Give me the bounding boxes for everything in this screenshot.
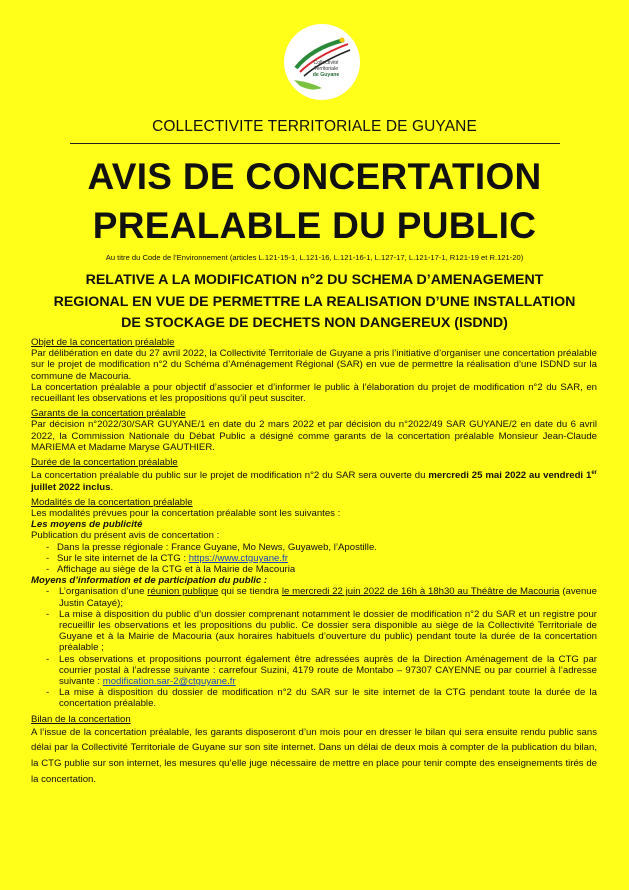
publicite-item-presse: - Dans la presse régionale : France Guyane, Mo News, Guyaweb, l’Apostille. bbox=[31, 542, 597, 553]
information-item-dossier: - La mise à disposition du public d’un dossier comprenant notamment le dossier de modification n°2 du SAR et un registre pour recueillir les observations et les propositions du public. Ce dossier sera disponible au siège de la Collectivité Territoriale de Guyane et à la Mairie de Macouria (aux horaires habituels d’ouverture du public) pendant toute la durée de la concertation préalable ; bbox=[31, 609, 597, 654]
reunion-text-a: L’organisation d’une bbox=[59, 586, 148, 598]
reunion-text-c: (avenue Justin Catayé); bbox=[59, 586, 597, 609]
email-link[interactable]: modification.sar-2@ctguyane.fr bbox=[102, 676, 236, 688]
ctg-logo bbox=[282, 22, 362, 102]
modalites-intro: Les modalités prévues pour la concertation préalable sont les suivantes : bbox=[31, 508, 341, 520]
duree-text-end: . bbox=[110, 481, 114, 493]
subtitle-line-2: REGIONAL EN VUE DE PERMETTRE LA REALISATION D’UNE INSTALLATION bbox=[53, 293, 576, 310]
information-heading: Moyens d’information et de participation du public : bbox=[31, 575, 268, 587]
bilan-paragraph: A l’issue de la concertation préalable, les garants disposeront d’un mois pour en dresser le bilan qui sera ensuite rendu public sans délai par la Collectivité Territoriale de Guyane sur son site internet. Dans un délai de deux mois à compter de la publication du bilan, la CTG publie sur son internet, les mesures qu’elle juge nécessaire de mettre en place pour tenir compte des enseignements tirés de la concertation. bbox=[31, 726, 597, 785]
publicite-item-site bbox=[31, 553, 597, 564]
subtitle bbox=[30, 270, 599, 335]
organization-name: COLLECTIVITE TERRITORIALE DE GUYANE bbox=[152, 118, 477, 135]
duree-date-end: juillet 2022 inclus bbox=[31, 481, 111, 493]
subtitle-line-1: RELATIVE A LA MODIFICATION n°2 DU SCHEMA D’AMENAGEMENT bbox=[85, 272, 544, 288]
bilan-heading: Bilan de la concertation bbox=[31, 713, 131, 725]
objet-paragraph-1: Par délibération en date du 27 avril 2022, la Collectivité Territoriale de Guyane a pris l’initiative d’organiser une concertation préalable sur le projet de modification n°2 du Schéma d’Aménagement Régional (SAR) en vue de permettre la réalisation d’une ISDND sur la commune de Macouria. bbox=[31, 348, 597, 382]
duree-heading: Durée de la concertation préalable bbox=[31, 457, 178, 469]
ctg-logo-graphic bbox=[282, 22, 362, 102]
notice-body bbox=[31, 337, 597, 787]
modalites-heading: Modalités de la concertation préalable bbox=[31, 496, 193, 508]
reunion-text-b: qui se tiendra bbox=[218, 586, 282, 598]
duree-paragraph bbox=[31, 468, 597, 493]
title-line-1: AVIS DE CONCERTATION bbox=[87, 156, 542, 197]
reunion-date: le mercredi 22 juin 2022 de 16h à 18h30 au Théâtre de Macouria bbox=[281, 586, 560, 598]
information-item-internet: - La mise à disposition du dossier de modification n°2 du SAR sur le site internet de la CTG pendant toute la durée de la concertation préalable. bbox=[31, 687, 597, 709]
duree-date-start: mercredi 25 mai 2022 au vendredi 1 bbox=[428, 470, 592, 482]
legal-reference: Au titre du Code de l’Environnement (articles L.121-15-1, L.121-16, L.121-16-1, L.127-17, L.121-17-1, R121-19 et R.121-20) bbox=[105, 253, 524, 262]
garants-paragraph: Par décision n°2022/30/SAR GUYANE/1 en date du 2 mars 2022 et par décision du n°2022/49 SAR GUYANE/2 en date du 6 avril 2022, la Commission Nationale du Débat Public a désigné comme garants de la concertation préalable Monsieur Jean-Claude MARIEMA et Madame Maryse GAUTHIER. bbox=[31, 419, 597, 453]
duree-text-start: La concertation préalable du public sur le projet de modification n°2 du SAR sera ouverte du bbox=[31, 470, 429, 482]
logo-line1: Collectivité bbox=[313, 60, 339, 66]
logo-line3: de Guyane bbox=[312, 72, 340, 78]
ctg-website-link[interactable]: https://www.ctguyane.fr bbox=[188, 552, 288, 564]
logo-line2: Territoriale bbox=[313, 66, 339, 72]
duree-date-sup: er bbox=[591, 470, 597, 477]
publicite-list bbox=[31, 542, 597, 576]
garants-heading: Garants de la concertation préalable bbox=[31, 408, 186, 420]
courrier-text: Les observations et propositions pourront également être adressées auprès de la Direction Aménagement de la CTG par courrier postal à l’adresse suivante : carrefour Suzini, 4179 route de Montabo – 97307 CAYENNE ou par courriel à l’adresse suivante : bbox=[59, 653, 597, 688]
title-divider bbox=[70, 143, 560, 144]
information-list bbox=[31, 586, 597, 709]
publicite-item-affichage: - Affichage au siège de la CTG et à la Mairie de Macouria bbox=[31, 564, 597, 575]
subtitle-line-3: DE STOCKAGE DE DECHETS NON DANGEREUX (ISDND) bbox=[121, 315, 508, 331]
reunion-publique: réunion publique bbox=[147, 586, 219, 598]
information-item-reunion bbox=[31, 586, 597, 608]
publicite-intro: Publication du présent avis de concertation : bbox=[31, 530, 220, 542]
objet-paragraph-2: La concertation préalable a pour objectif d’associer et d’informer le public à l’élaboration du projet de modification n°2 du SAR, en recueillant les observations et les propositions qu’il peut susciter. bbox=[31, 381, 597, 405]
publicite-heading: Les moyens de publicité bbox=[31, 519, 143, 531]
objet-heading: Objet de la concertation préalable bbox=[31, 337, 175, 348]
information-item-courrier bbox=[31, 654, 597, 688]
title-line-2: PREALABLE DU PUBLIC bbox=[92, 205, 537, 246]
publicite-site-label: Sur le site internet de la CTG : bbox=[57, 552, 189, 564]
